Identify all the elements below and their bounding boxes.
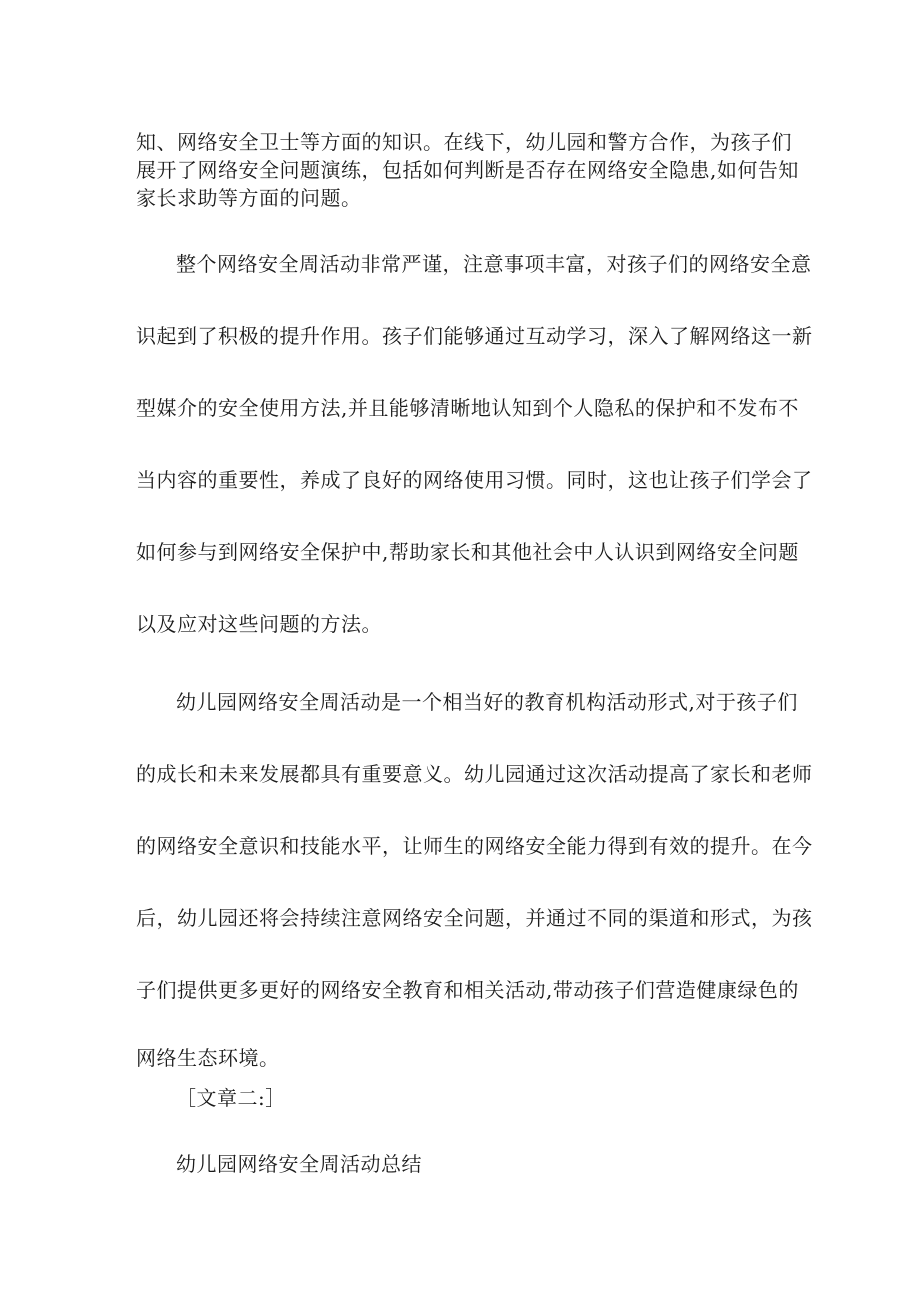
paragraph-1-line-1: 知、网络安全卫士等方面的知识。在线下，幼儿园和警方合作，为孩子们 xyxy=(136,130,792,154)
paragraph-2-line-5: 如何参与到网络安全保护中,帮助家长和其他社会中人认识到网络安全问题 xyxy=(136,540,799,564)
article-marker: ［文章二:］ xyxy=(176,1086,286,1110)
paragraph-2-line-2: 识起到了积极的提升作用。孩子们能够通过互动学习，深入了解网络这一新 xyxy=(136,324,813,348)
paragraph-3-line-2: 的成长和未来发展都具有重要意义。幼儿园通过这次活动提高了家长和老师 xyxy=(136,762,813,786)
paragraph-1-line-3: 家长求助等方面的问题。 xyxy=(136,186,362,210)
paragraph-2-line-4: 当内容的重要性，养成了良好的网络使用习惯。同时，这也让孩子们学会了 xyxy=(136,468,813,492)
paragraph-3-line-6: 网络生态环境。 xyxy=(136,1046,280,1070)
paragraph-3-line-5: 子们提供更多更好的网络安全教育和相关活动,带动孩子们营造健康绿色的 xyxy=(136,978,799,1002)
paragraph-3-line-1: 幼儿园网络安全周活动是一个相当好的教育机构活动形式,对于孩子们 xyxy=(176,690,798,714)
article-title: 幼儿园网络安全周活动总结 xyxy=(176,1152,422,1176)
paragraph-2-line-3: 型媒介的安全使用方法,并且能够清晰地认知到个人隐私的保护和不发布不 xyxy=(136,396,799,420)
paragraph-2-line-6: 以及应对这些问题的方法。 xyxy=(136,612,382,636)
paragraph-3-line-4: 后，幼儿园还将会持续注意网络安全问题，并通过不同的渠道和形式，为孩 xyxy=(136,906,813,930)
paragraph-3-line-3: 的网络安全意识和技能水平，让师生的网络安全能力得到有效的提升。在今 xyxy=(136,834,813,858)
paragraph-1-line-2: 展开了网络安全问题演练，包括如何判断是否存在网络安全隐患,如何告知 xyxy=(136,158,799,182)
paragraph-2-line-1: 整个网络安全周活动非常严谨，注意事项丰富，对孩子们的网络安全意 xyxy=(176,252,812,276)
